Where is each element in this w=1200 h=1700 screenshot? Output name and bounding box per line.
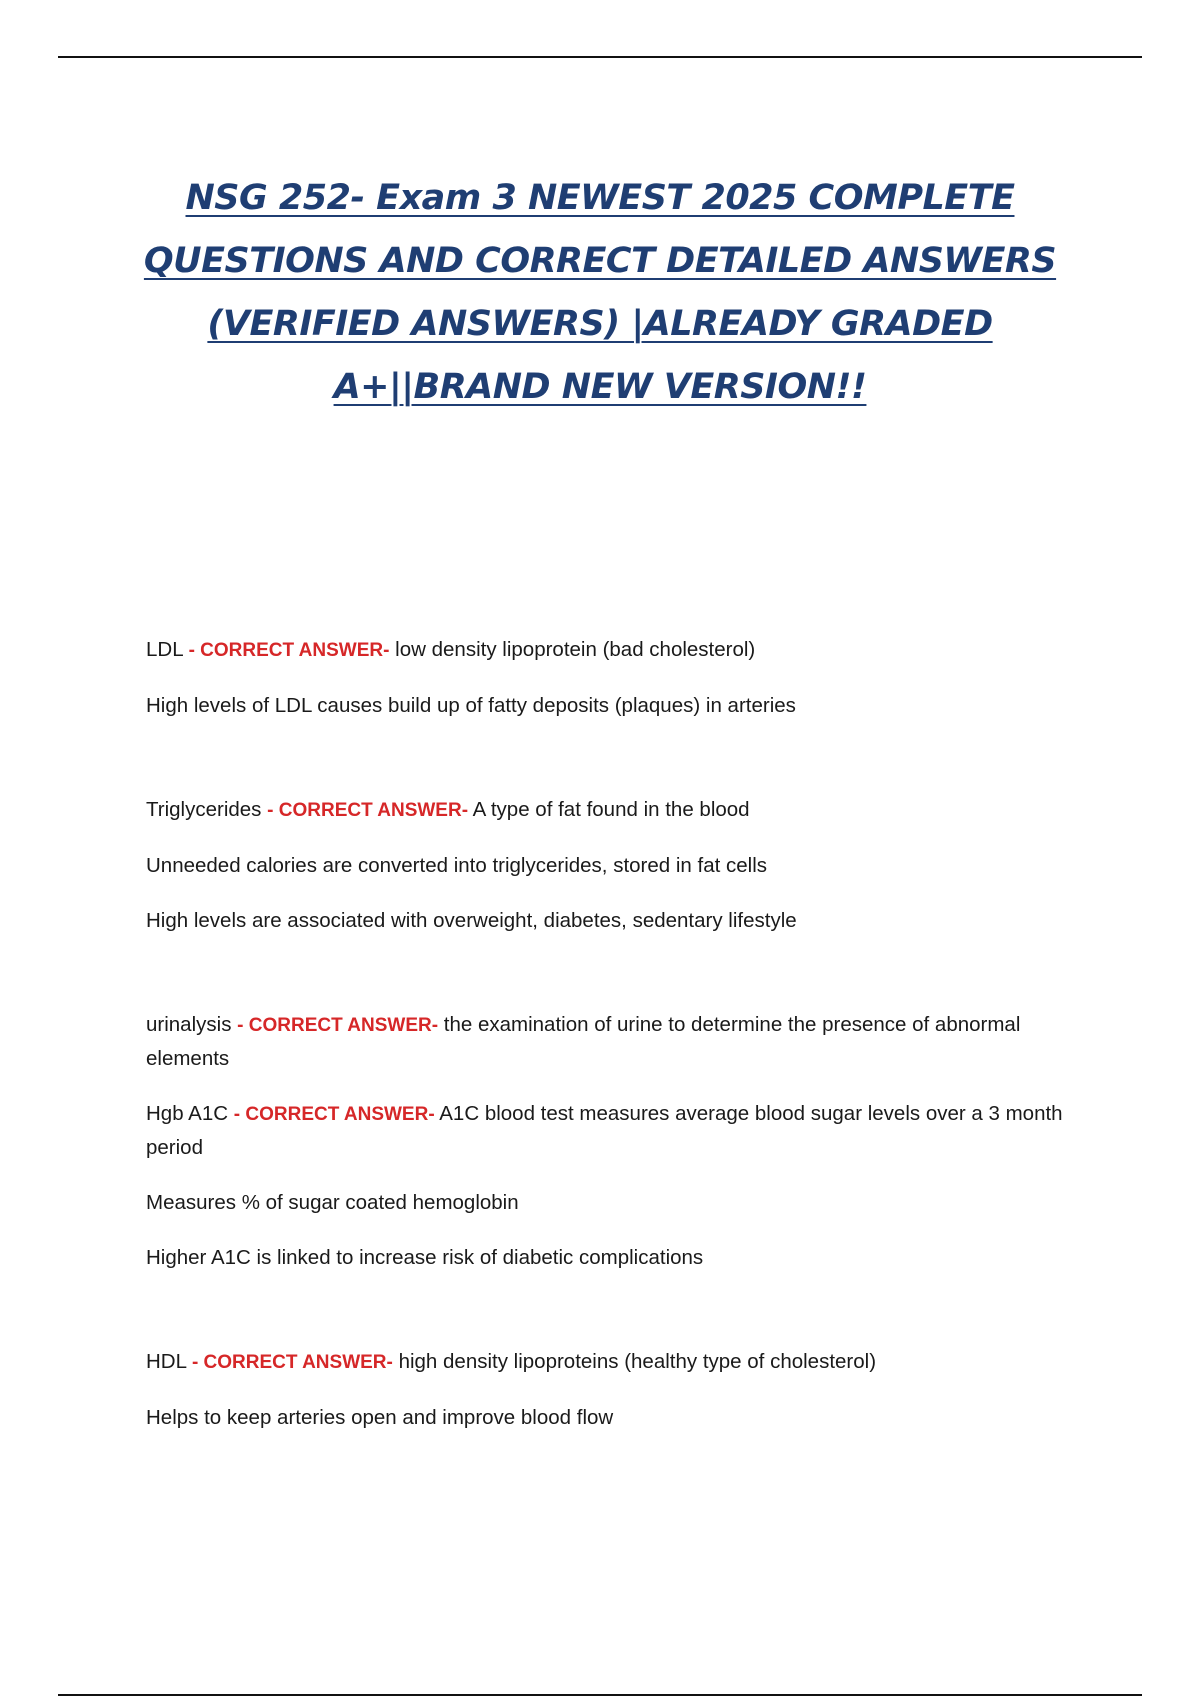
entry-definition: A type of fat found in the blood xyxy=(472,798,750,821)
entry-definition: the examination of urine to determine the presence of abnormal elements xyxy=(146,1013,1021,1070)
title-line: QUESTIONS AND CORRECT DETAILED ANSWERS xyxy=(143,241,1057,282)
entry-note: Measures % of sugar coated hemoglobin xyxy=(146,1191,519,1214)
qa-entry-ldl xyxy=(146,633,1066,667)
qa-entry-hdl xyxy=(146,1345,1066,1379)
top-rule xyxy=(58,56,1142,58)
qa-entry-urinalysis xyxy=(146,1008,1066,1075)
entry-definition: A1C blood test measures average blood sugar levels over a 3 month period xyxy=(146,1102,1063,1159)
entry-note: Higher A1C is linked to increase risk of diabetic complications xyxy=(146,1246,704,1269)
entry-definition: high density lipoproteins (healthy type of cholesterol) xyxy=(398,1350,877,1373)
correct-answer-label: - CORRECT ANSWER- xyxy=(233,1104,435,1125)
entry-note: Helps to keep arteries open and improve blood flow xyxy=(146,1406,614,1429)
entry-note: Unneeded calories are converted into triglycerides, stored in fat cells xyxy=(146,854,768,877)
correct-answer-label: - CORRECT ANSWER- xyxy=(188,640,390,661)
entry-term: HDL xyxy=(146,1350,187,1373)
correct-answer-label: - CORRECT ANSWER- xyxy=(267,800,469,821)
qa-entry-triglycerides xyxy=(146,793,1066,827)
qa-content xyxy=(146,633,1066,1434)
correct-answer-label: - CORRECT ANSWER- xyxy=(237,1015,439,1036)
title-line: (VERIFIED ANSWERS) |ALREADY GRADED xyxy=(207,304,993,345)
bottom-rule xyxy=(58,1694,1142,1696)
title-line: A+||BRAND NEW VERSION!! xyxy=(333,367,867,408)
document-title xyxy=(120,167,1080,419)
qa-entry-hgb-a1c xyxy=(146,1097,1066,1164)
entry-term: Triglycerides xyxy=(146,798,262,821)
entry-note: High levels are associated with overweight, diabetes, sedentary lifestyle xyxy=(146,909,797,932)
entry-definition: low density lipoprotein (bad cholesterol) xyxy=(395,638,756,661)
correct-answer-label: - CORRECT ANSWER- xyxy=(191,1352,393,1373)
title-line: NSG 252- Exam 3 NEWEST 2025 COMPLETE xyxy=(185,178,1015,219)
entry-term: urinalysis xyxy=(146,1013,232,1036)
entry-term: LDL xyxy=(146,638,183,661)
entry-note: High levels of LDL causes build up of fatty deposits (plaques) in arteries xyxy=(146,694,796,717)
entry-term: Hgb A1C xyxy=(146,1102,229,1125)
